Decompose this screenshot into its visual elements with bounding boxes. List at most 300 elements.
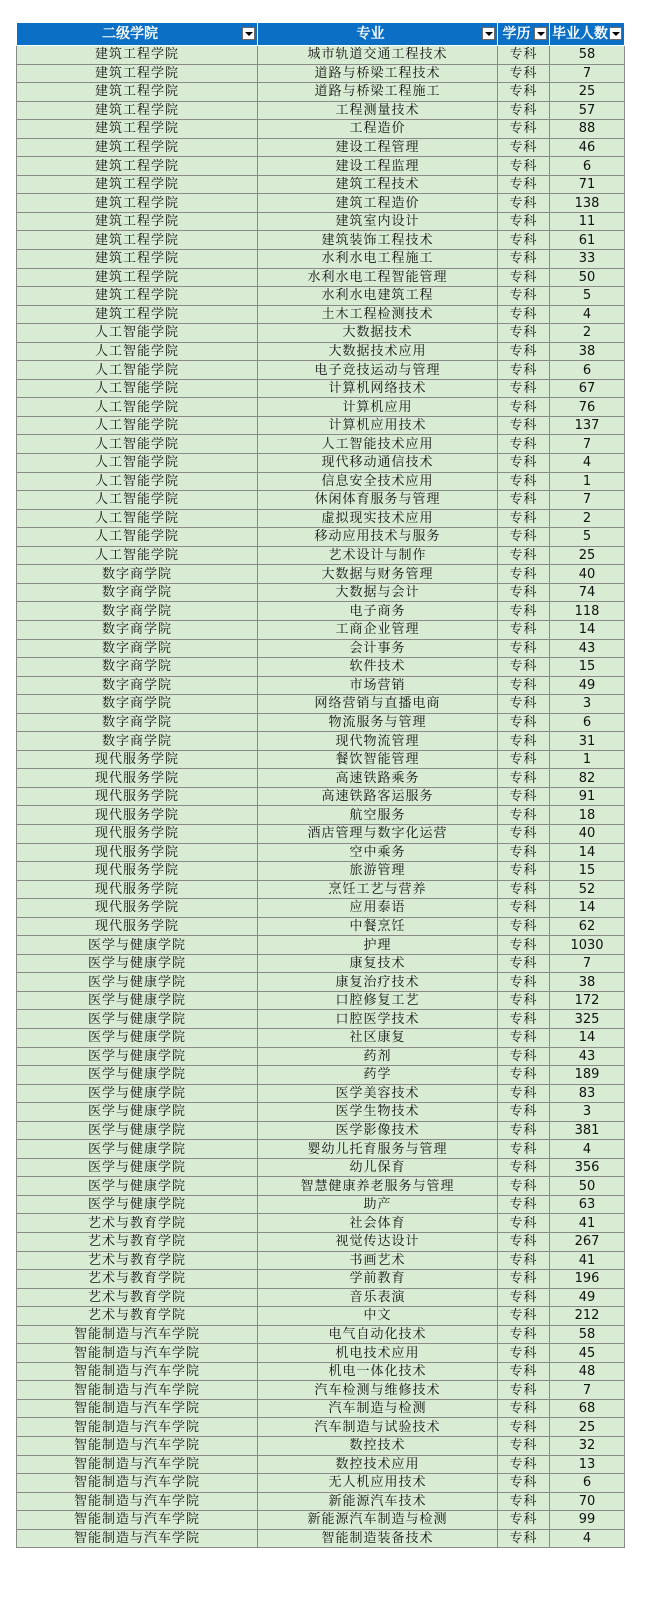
degree-cell: 专科 (498, 175, 550, 194)
table-row (17, 1158, 625, 1177)
count-cell: 212 (550, 1307, 625, 1326)
count-cell: 4 (550, 305, 625, 324)
table-row (17, 1474, 625, 1493)
table-row (17, 64, 625, 83)
count-cell: 58 (550, 1325, 625, 1344)
college-cell: 建筑工程学院 (17, 138, 258, 157)
college-cell: 人工智能学院 (17, 472, 258, 491)
count-cell: 14 (550, 899, 625, 918)
count-cell: 196 (550, 1270, 625, 1289)
count-cell: 5 (550, 528, 625, 547)
degree-cell: 专科 (498, 361, 550, 380)
table-row (17, 268, 625, 287)
table-row (17, 509, 625, 528)
college-cell: 建筑工程学院 (17, 83, 258, 102)
count-cell: 1 (550, 750, 625, 769)
degree-cell: 专科 (498, 231, 550, 250)
major-cell: 建设工程监理 (258, 157, 498, 176)
table-row (17, 1066, 625, 1085)
college-cell: 现代服务学院 (17, 880, 258, 899)
table-row (17, 769, 625, 788)
count-cell: 137 (550, 416, 625, 435)
degree-cell: 专科 (498, 713, 550, 732)
count-cell: 49 (550, 1288, 625, 1307)
major-cell: 学前教育 (258, 1270, 498, 1289)
major-cell: 助产 (258, 1195, 498, 1214)
college-cell: 艺术与教育学院 (17, 1270, 258, 1289)
table-row (17, 824, 625, 843)
major-cell: 建筑装饰工程技术 (258, 231, 498, 250)
degree-cell: 专科 (498, 472, 550, 491)
major-cell: 社会体育 (258, 1214, 498, 1233)
count-cell: 4 (550, 1140, 625, 1159)
count-cell: 325 (550, 1010, 625, 1029)
degree-cell: 专科 (498, 750, 550, 769)
major-cell: 信息安全技术应用 (258, 472, 498, 491)
table-row (17, 583, 625, 602)
table-row (17, 305, 625, 324)
degree-cell: 专科 (498, 620, 550, 639)
header-count (550, 23, 625, 46)
degree-cell: 专科 (498, 936, 550, 955)
college-cell: 建筑工程学院 (17, 212, 258, 231)
count-cell: 18 (550, 806, 625, 825)
degree-cell: 专科 (498, 64, 550, 83)
table-row (17, 1270, 625, 1289)
major-cell: 水利水电建筑工程 (258, 287, 498, 306)
count-cell: 38 (550, 342, 625, 361)
count-cell: 25 (550, 1418, 625, 1437)
degree-cell: 专科 (498, 1233, 550, 1252)
major-cell: 数控技术 (258, 1437, 498, 1456)
college-cell: 现代服务学院 (17, 750, 258, 769)
degree-cell: 专科 (498, 732, 550, 751)
table-row (17, 1251, 625, 1270)
table-row (17, 287, 625, 306)
degree-cell: 专科 (498, 1325, 550, 1344)
major-cell: 软件技术 (258, 658, 498, 677)
count-cell: 32 (550, 1437, 625, 1456)
major-cell: 休闲体育服务与管理 (258, 491, 498, 510)
college-cell: 现代服务学院 (17, 843, 258, 862)
table-row (17, 175, 625, 194)
degree-cell: 专科 (498, 435, 550, 454)
count-cell: 61 (550, 231, 625, 250)
degree-cell: 专科 (498, 639, 550, 658)
major-cell: 工程测量技术 (258, 101, 498, 120)
count-cell: 43 (550, 1047, 625, 1066)
college-cell: 人工智能学院 (17, 416, 258, 435)
count-cell: 70 (550, 1492, 625, 1511)
degree-cell: 专科 (498, 250, 550, 269)
college-cell: 艺术与教育学院 (17, 1214, 258, 1233)
major-cell: 现代物流管理 (258, 732, 498, 751)
major-cell: 计算机应用技术 (258, 416, 498, 435)
degree-cell: 专科 (498, 1381, 550, 1400)
major-cell: 会计事务 (258, 639, 498, 658)
college-cell: 现代服务学院 (17, 806, 258, 825)
count-cell: 13 (550, 1455, 625, 1474)
table-row (17, 138, 625, 157)
college-cell: 数字商学院 (17, 713, 258, 732)
major-cell: 旅游管理 (258, 862, 498, 881)
major-cell: 网络营销与直播电商 (258, 695, 498, 714)
degree-cell: 专科 (498, 1270, 550, 1289)
degree-cell: 专科 (498, 1362, 550, 1381)
major-cell: 电子商务 (258, 602, 498, 621)
count-cell: 40 (550, 565, 625, 584)
major-cell: 医学生物技术 (258, 1103, 498, 1122)
count-cell: 58 (550, 46, 625, 65)
degree-cell: 专科 (498, 268, 550, 287)
table-row (17, 639, 625, 658)
college-cell: 建筑工程学院 (17, 64, 258, 83)
degree-cell: 专科 (498, 899, 550, 918)
count-cell: 7 (550, 435, 625, 454)
college-cell: 现代服务学院 (17, 899, 258, 918)
count-cell: 91 (550, 787, 625, 806)
college-cell: 数字商学院 (17, 583, 258, 602)
college-cell: 智能制造与汽车学院 (17, 1399, 258, 1418)
degree-cell: 专科 (498, 83, 550, 102)
major-cell: 水利水电工程施工 (258, 250, 498, 269)
major-cell: 道路与桥梁工程施工 (258, 83, 498, 102)
college-cell: 建筑工程学院 (17, 175, 258, 194)
major-cell: 数控技术应用 (258, 1455, 498, 1474)
table-row (17, 120, 625, 139)
college-cell: 建筑工程学院 (17, 287, 258, 306)
major-cell: 烹饪工艺与营养 (258, 880, 498, 899)
table-row (17, 1010, 625, 1029)
college-cell: 数字商学院 (17, 602, 258, 621)
degree-cell: 专科 (498, 398, 550, 417)
college-cell: 医学与健康学院 (17, 1177, 258, 1196)
college-cell: 建筑工程学院 (17, 46, 258, 65)
college-cell: 人工智能学院 (17, 509, 258, 528)
table-row (17, 1214, 625, 1233)
college-cell: 建筑工程学院 (17, 305, 258, 324)
count-cell: 76 (550, 398, 625, 417)
degree-cell: 专科 (498, 416, 550, 435)
table-row (17, 991, 625, 1010)
table-row (17, 695, 625, 714)
major-cell: 工程造价 (258, 120, 498, 139)
major-cell: 大数据与会计 (258, 583, 498, 602)
college-cell: 建筑工程学院 (17, 268, 258, 287)
college-cell: 数字商学院 (17, 565, 258, 584)
degree-cell: 专科 (498, 1344, 550, 1363)
college-cell: 建筑工程学院 (17, 231, 258, 250)
major-cell: 新能源汽车技术 (258, 1492, 498, 1511)
degree-cell: 专科 (498, 194, 550, 213)
count-cell: 45 (550, 1344, 625, 1363)
major-cell: 大数据与财务管理 (258, 565, 498, 584)
major-cell: 电子竞技运动与管理 (258, 361, 498, 380)
table-row (17, 1381, 625, 1400)
major-cell: 高速铁路客运服务 (258, 787, 498, 806)
table-row (17, 1288, 625, 1307)
college-cell: 人工智能学院 (17, 342, 258, 361)
table-row (17, 1047, 625, 1066)
count-cell: 14 (550, 620, 625, 639)
major-cell: 水利水电工程智能管理 (258, 268, 498, 287)
college-cell: 建筑工程学院 (17, 194, 258, 213)
college-cell: 建筑工程学院 (17, 157, 258, 176)
table-row (17, 787, 625, 806)
table-row (17, 1307, 625, 1326)
college-cell: 艺术与教育学院 (17, 1307, 258, 1326)
table-row (17, 1437, 625, 1456)
filter-dropdown-icon[interactable] (534, 27, 547, 40)
degree-cell: 专科 (498, 862, 550, 881)
table-row (17, 1362, 625, 1381)
count-cell: 14 (550, 843, 625, 862)
major-cell: 医学美容技术 (258, 1084, 498, 1103)
major-cell: 中餐烹饪 (258, 917, 498, 936)
table-row (17, 342, 625, 361)
count-cell: 15 (550, 862, 625, 881)
count-cell: 14 (550, 1028, 625, 1047)
major-cell: 酒店管理与数字化运营 (258, 824, 498, 843)
table-row (17, 713, 625, 732)
college-cell: 智能制造与汽车学院 (17, 1492, 258, 1511)
college-cell: 智能制造与汽车学院 (17, 1529, 258, 1548)
table-row (17, 1177, 625, 1196)
degree-cell: 专科 (498, 1474, 550, 1493)
major-cell: 口腔修复工艺 (258, 991, 498, 1010)
degree-cell: 专科 (498, 1177, 550, 1196)
table-row (17, 212, 625, 231)
header-row (17, 23, 625, 46)
degree-cell: 专科 (498, 769, 550, 788)
count-cell: 50 (550, 1177, 625, 1196)
table-row (17, 231, 625, 250)
degree-cell: 专科 (498, 1158, 550, 1177)
table-row (17, 973, 625, 992)
college-cell: 数字商学院 (17, 695, 258, 714)
college-cell: 智能制造与汽车学院 (17, 1474, 258, 1493)
college-cell: 智能制造与汽车学院 (17, 1362, 258, 1381)
table-row (17, 936, 625, 955)
table-row (17, 658, 625, 677)
table-row (17, 750, 625, 769)
count-cell: 52 (550, 880, 625, 899)
major-cell: 建筑室内设计 (258, 212, 498, 231)
degree-cell: 专科 (498, 1511, 550, 1530)
filter-dropdown-icon[interactable] (482, 27, 495, 40)
major-cell: 餐饮智能管理 (258, 750, 498, 769)
degree-cell: 专科 (498, 1047, 550, 1066)
count-cell: 31 (550, 732, 625, 751)
table-row (17, 676, 625, 695)
count-cell: 41 (550, 1214, 625, 1233)
header-college (17, 23, 258, 46)
count-cell: 3 (550, 1103, 625, 1122)
degree-cell: 专科 (498, 991, 550, 1010)
major-cell: 汽车检测与维修技术 (258, 1381, 498, 1400)
degree-cell: 专科 (498, 1084, 550, 1103)
major-cell: 康复治疗技术 (258, 973, 498, 992)
degree-cell: 专科 (498, 157, 550, 176)
table-row (17, 1418, 625, 1437)
table-row (17, 46, 625, 65)
college-cell: 建筑工程学院 (17, 120, 258, 139)
college-cell: 人工智能学院 (17, 454, 258, 473)
table-row (17, 565, 625, 584)
college-cell: 医学与健康学院 (17, 1047, 258, 1066)
table-row (17, 435, 625, 454)
degree-cell: 专科 (498, 1418, 550, 1437)
count-cell: 43 (550, 639, 625, 658)
college-cell: 医学与健康学院 (17, 1140, 258, 1159)
table-row (17, 917, 625, 936)
college-cell: 人工智能学院 (17, 546, 258, 565)
header-degree-label: 学历 (502, 26, 531, 42)
count-cell: 6 (550, 713, 625, 732)
table-row (17, 324, 625, 343)
table-row (17, 954, 625, 973)
count-cell: 57 (550, 101, 625, 120)
table-row (17, 1529, 625, 1548)
major-cell: 高速铁路乘务 (258, 769, 498, 788)
major-cell: 人工智能技术应用 (258, 435, 498, 454)
major-cell: 护理 (258, 936, 498, 955)
count-cell: 74 (550, 583, 625, 602)
college-cell: 人工智能学院 (17, 491, 258, 510)
degree-cell: 专科 (498, 1010, 550, 1029)
major-cell: 工商企业管理 (258, 620, 498, 639)
major-cell: 建筑工程造价 (258, 194, 498, 213)
count-cell: 88 (550, 120, 625, 139)
count-cell: 11 (550, 212, 625, 231)
table-row (17, 602, 625, 621)
college-cell: 智能制造与汽车学院 (17, 1511, 258, 1530)
major-cell: 虚拟现实技术应用 (258, 509, 498, 528)
table-row (17, 1233, 625, 1252)
table-row (17, 1195, 625, 1214)
degree-cell: 专科 (498, 1492, 550, 1511)
header-major-label: 专业 (356, 26, 385, 42)
college-cell: 医学与健康学院 (17, 973, 258, 992)
table-row (17, 620, 625, 639)
count-cell: 6 (550, 157, 625, 176)
degree-cell: 专科 (498, 324, 550, 343)
college-cell: 医学与健康学院 (17, 1066, 258, 1085)
college-cell: 艺术与教育学院 (17, 1233, 258, 1252)
count-cell: 48 (550, 1362, 625, 1381)
degree-cell: 专科 (498, 212, 550, 231)
major-cell: 康复技术 (258, 954, 498, 973)
degree-cell: 专科 (498, 787, 550, 806)
college-cell: 医学与健康学院 (17, 1121, 258, 1140)
major-cell: 建设工程管理 (258, 138, 498, 157)
major-cell: 幼儿保育 (258, 1158, 498, 1177)
degree-cell: 专科 (498, 973, 550, 992)
major-cell: 汽车制造与试验技术 (258, 1418, 498, 1437)
table-row (17, 101, 625, 120)
major-cell: 汽车制造与检测 (258, 1399, 498, 1418)
degree-cell: 专科 (498, 602, 550, 621)
table-row (17, 361, 625, 380)
degree-cell: 专科 (498, 1307, 550, 1326)
major-cell: 建筑工程技术 (258, 175, 498, 194)
table-row (17, 1325, 625, 1344)
header-degree (498, 23, 550, 46)
college-cell: 艺术与教育学院 (17, 1288, 258, 1307)
count-cell: 38 (550, 973, 625, 992)
degree-cell: 专科 (498, 546, 550, 565)
count-cell: 381 (550, 1121, 625, 1140)
degree-cell: 专科 (498, 1437, 550, 1456)
degree-cell: 专科 (498, 843, 550, 862)
major-cell: 大数据技术 (258, 324, 498, 343)
major-cell: 书画艺术 (258, 1251, 498, 1270)
degree-cell: 专科 (498, 954, 550, 973)
count-cell: 25 (550, 546, 625, 565)
degree-cell: 专科 (498, 1103, 550, 1122)
major-cell: 医学影像技术 (258, 1121, 498, 1140)
major-cell: 智能制造装备技术 (258, 1529, 498, 1548)
count-cell: 267 (550, 1233, 625, 1252)
major-cell: 中文 (258, 1307, 498, 1326)
major-cell: 物流服务与管理 (258, 713, 498, 732)
degree-cell: 专科 (498, 658, 550, 677)
table-row (17, 1103, 625, 1122)
table-row (17, 379, 625, 398)
college-cell: 建筑工程学院 (17, 101, 258, 120)
count-cell: 15 (550, 658, 625, 677)
major-cell: 航空服务 (258, 806, 498, 825)
major-cell: 无人机应用技术 (258, 1474, 498, 1493)
college-cell: 医学与健康学院 (17, 936, 258, 955)
college-cell: 智能制造与汽车学院 (17, 1344, 258, 1363)
count-cell: 41 (550, 1251, 625, 1270)
filter-dropdown-icon[interactable] (242, 27, 255, 40)
count-cell: 189 (550, 1066, 625, 1085)
degree-cell: 专科 (498, 1028, 550, 1047)
major-cell: 药学 (258, 1066, 498, 1085)
header-count-label: 毕业人数 (552, 26, 608, 42)
college-cell: 医学与健康学院 (17, 1158, 258, 1177)
filter-dropdown-icon[interactable] (609, 27, 622, 40)
header-major (258, 23, 498, 46)
count-cell: 1030 (550, 936, 625, 955)
graduates-table (16, 22, 625, 1548)
degree-cell: 专科 (498, 1399, 550, 1418)
count-cell: 7 (550, 64, 625, 83)
college-cell: 数字商学院 (17, 658, 258, 677)
count-cell: 40 (550, 824, 625, 843)
table-row (17, 806, 625, 825)
count-cell: 7 (550, 954, 625, 973)
count-cell: 1 (550, 472, 625, 491)
degree-cell: 专科 (498, 1195, 550, 1214)
table-row (17, 1028, 625, 1047)
degree-cell: 专科 (498, 101, 550, 120)
degree-cell: 专科 (498, 1121, 550, 1140)
count-cell: 25 (550, 83, 625, 102)
degree-cell: 专科 (498, 342, 550, 361)
college-cell: 人工智能学院 (17, 379, 258, 398)
degree-cell: 专科 (498, 120, 550, 139)
count-cell: 6 (550, 1474, 625, 1493)
count-cell: 3 (550, 695, 625, 714)
college-cell: 智能制造与汽车学院 (17, 1325, 258, 1344)
major-cell: 现代移动通信技术 (258, 454, 498, 473)
degree-cell: 专科 (498, 46, 550, 65)
count-cell: 71 (550, 175, 625, 194)
major-cell: 土木工程检测技术 (258, 305, 498, 324)
